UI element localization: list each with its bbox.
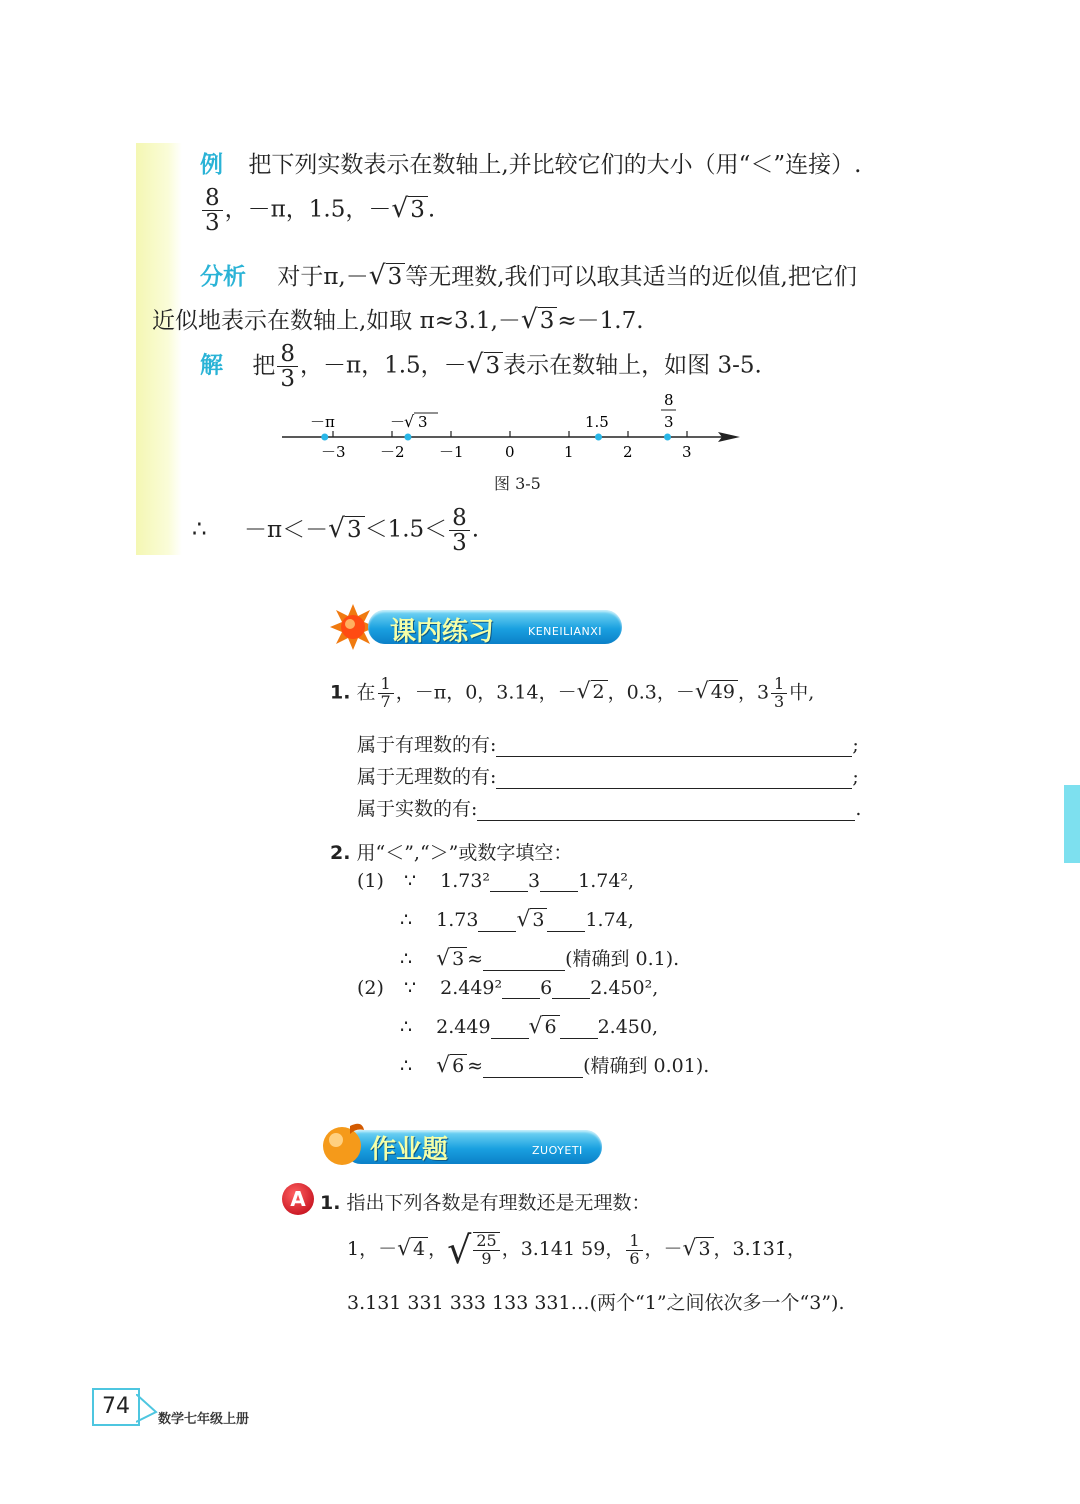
fraction-8-3: $\frac{8}{3}$ [277, 342, 298, 391]
fraction-8-3: $\frac{8}{3}$ [449, 506, 470, 555]
sqrt-3: √3 [521, 304, 558, 335]
practice-q2 [330, 838, 572, 865]
value: 3 [528, 870, 541, 892]
real-answer-blank[interactable] [477, 820, 855, 821]
period: . [427, 196, 436, 223]
hw-text-d: ，－ [644, 1238, 683, 1260]
analysis-text-c: 近似地表示在数轴上,如取 π≈3.1,－ [152, 308, 521, 334]
answer-blank[interactable] [502, 998, 540, 999]
value: 1.73² [440, 870, 491, 892]
sqrt-3: √3 [328, 513, 365, 544]
therefore-symbol: ∴ [400, 909, 413, 931]
answer-blank[interactable] [560, 1038, 598, 1039]
sqrt-3: √ 3 [436, 946, 467, 971]
number-line-point [664, 434, 671, 441]
tick-label: －2 [380, 443, 405, 461]
irrational-answer-blank[interactable] [496, 788, 852, 789]
number-line-point [404, 434, 411, 441]
approx: ≈ [467, 948, 484, 970]
real-label: 属于实数的有: [357, 798, 478, 820]
part-2-label: (2) [357, 977, 384, 999]
hw-q1-text: 指出下列各数是有理数还是无理数： [346, 1192, 651, 1214]
answer-blank[interactable] [490, 891, 528, 892]
rational-row [357, 730, 859, 757]
value: 2.450, [597, 1016, 658, 1038]
answer-blank[interactable] [552, 998, 590, 999]
side-tab [1064, 785, 1080, 863]
page-number: 74 [92, 1388, 140, 1426]
value: 1.74², [578, 870, 635, 892]
example-label: 例 [200, 152, 223, 178]
tick-label: －1 [439, 443, 464, 461]
tick-label: 0 [505, 443, 515, 461]
practice-banner [330, 604, 630, 650]
analysis-text-a: 对于π,－ [277, 264, 369, 290]
level-a-badge: A [282, 1183, 314, 1215]
fraction-1-6: $\frac{1}{6}$ [626, 1233, 642, 1268]
figure-caption: 图 3-5 [494, 474, 541, 493]
sqrt-3: √3 [467, 349, 504, 380]
therefore-symbol: ∴ [400, 1016, 413, 1038]
q1-text-a: 在 [356, 681, 376, 704]
because-symbol: ∵ [403, 870, 417, 892]
hw-q1-number: 1. [320, 1192, 341, 1214]
answer-blank[interactable] [483, 1077, 583, 1078]
q1-text-e: 中, [789, 681, 815, 704]
analysis-text-b: 等无理数,我们可以取其适当的近似值,把它们 [405, 264, 857, 290]
sqrt-6: √ 6 [529, 1014, 560, 1039]
q2-number: 2. [330, 842, 351, 864]
homework-banner [320, 1120, 610, 1168]
homework-subtitle: ZUOYETI [532, 1144, 583, 1157]
analysis-text-d: ≈－1.7. [557, 308, 644, 334]
answer-blank[interactable] [483, 970, 565, 971]
q1-text-d: ，3 [737, 681, 770, 704]
solution-text-a: 把 [252, 352, 276, 379]
period: . [855, 798, 862, 820]
sqrt-6: √ 6 [436, 1053, 467, 1078]
example-list-text: ，－π，1.5，－ [224, 196, 392, 223]
homework-title: 作业题 [370, 1135, 449, 1165]
part-1-label: (1) [357, 870, 384, 892]
margin-highlight [136, 143, 182, 555]
irrational-label: 属于无理数的有: [357, 766, 497, 788]
q2-p2-line2 [400, 1014, 658, 1039]
q2-p2-line3 [400, 1051, 709, 1078]
solution-line [200, 342, 762, 391]
value: 1.73 [436, 909, 479, 931]
sqrt-49: √ 49 [695, 679, 738, 704]
because-symbol: ∵ [403, 977, 417, 999]
number-line-point [321, 434, 328, 441]
sqrt-25-9: √ $\frac{25}{9}$ [447, 1228, 502, 1272]
page-corner-arrow [136, 1394, 160, 1424]
q2-p1-line3 [400, 944, 679, 971]
homework-numbers-line1 [347, 1228, 806, 1272]
period: . [471, 516, 480, 543]
answer-blank[interactable] [478, 931, 516, 932]
value: 2.449 [436, 1016, 491, 1038]
rational-label: 属于有理数的有: [357, 734, 497, 756]
answer-blank[interactable] [547, 931, 585, 932]
rational-answer-blank[interactable] [496, 756, 852, 757]
fraction-1-3: $\frac{1}{3}$ [771, 676, 787, 711]
sqrt-3: √3 [369, 260, 406, 291]
solution-text-c: 表示在数轴上，如图 3-5. [503, 352, 762, 379]
therefore-symbol: ∴ [192, 516, 207, 543]
real-row [357, 794, 861, 821]
tick-label: 3 [682, 443, 692, 461]
svg-text:8: 8 [664, 391, 674, 409]
therefore-symbol: ∴ [400, 948, 413, 970]
fraction-8-3: $\frac{8}{3}$ [202, 186, 223, 235]
precision-note: (精确到 0.1). [565, 948, 680, 970]
sqrt-3: √ 3 [516, 907, 547, 932]
svg-text:3: 3 [418, 413, 428, 431]
practice-subtitle: KENEILIANXI [528, 625, 602, 638]
svg-text:3: 3 [664, 413, 674, 431]
solution-text-b: ，－π，1.5，－ [299, 352, 467, 379]
sqrt-3: √ 3 [683, 1236, 714, 1261]
therefore-symbol: ∴ [400, 1055, 413, 1077]
label-neg-sqrt3 [390, 412, 438, 431]
q2-p1-line2 [400, 907, 634, 932]
precision-note: (精确到 0.01). [583, 1055, 710, 1077]
number-line-point [595, 434, 602, 441]
q1-text-c: ，0.3，－ [607, 681, 695, 704]
approx: ≈ [467, 1055, 484, 1077]
q2-p1-line1 [357, 870, 634, 892]
label-neg-pi: －π [310, 413, 335, 431]
tick-label: －3 [321, 443, 346, 461]
tick-label: 2 [623, 443, 633, 461]
homework-q1 [320, 1188, 651, 1215]
answer-blank[interactable] [491, 1038, 529, 1039]
hw-text-c: ，3.141 59， [501, 1238, 625, 1260]
conclusion-text-a: －π＜－ [243, 516, 329, 543]
svg-text:－: － [390, 413, 406, 431]
orange-ball-icon [320, 1120, 366, 1168]
semicolon: ; [852, 734, 859, 756]
value: 1.74, [585, 909, 634, 931]
practice-q1 [330, 676, 814, 711]
fraction-1-7: $\frac{1}{7}$ [378, 676, 394, 711]
value: 6 [540, 977, 553, 999]
q2-text: 用“＜”,“＞”或数字填空： [356, 842, 573, 864]
sqrt-2: √ 2 [577, 679, 608, 704]
analysis-line-1 [200, 258, 857, 291]
practice-title: 课内练习 [390, 617, 495, 647]
label-1-5: 1.5 [585, 413, 609, 431]
sqrt-4: √ 4 [397, 1236, 428, 1261]
value: 2.449² [440, 977, 503, 999]
hw-text-a: 1，－ [347, 1238, 398, 1260]
svg-text:√: √ [404, 412, 415, 431]
q1-number: 1. [330, 681, 351, 704]
semicolon: ; [852, 766, 859, 788]
tick-label: 1 [564, 443, 574, 461]
example-line [200, 146, 861, 179]
sqrt-3: √3 [391, 193, 428, 224]
value: 2.450², [590, 977, 659, 999]
answer-blank[interactable] [540, 891, 578, 892]
analysis-line-2 [152, 302, 644, 335]
analysis-label: 分析 [200, 264, 246, 290]
book-title: 数学七年级上册 [158, 1412, 250, 1427]
label-frac-8-3 [661, 391, 676, 431]
q1-text-b: ，－π，0，3.14，－ [395, 681, 577, 704]
homework-numbers-line2: 3.131 331 333 133 331…(两个“1”之间依次多一个“3”). [347, 1292, 845, 1314]
hw-text-b: ， [428, 1238, 448, 1260]
hw-text-e: ，3.1̇3̇1̇， [713, 1238, 806, 1260]
solution-label: 解 [200, 352, 223, 379]
irrational-row [357, 762, 859, 789]
example-numbers [200, 186, 435, 235]
conclusion-line [192, 506, 479, 555]
q2-p2-line1 [357, 977, 658, 999]
conclusion-text-b: ＜1.5＜ [364, 516, 448, 543]
example-text: 把下列实数表示在数轴上,并比较它们的大小（用“＜”连接）. [248, 152, 862, 178]
